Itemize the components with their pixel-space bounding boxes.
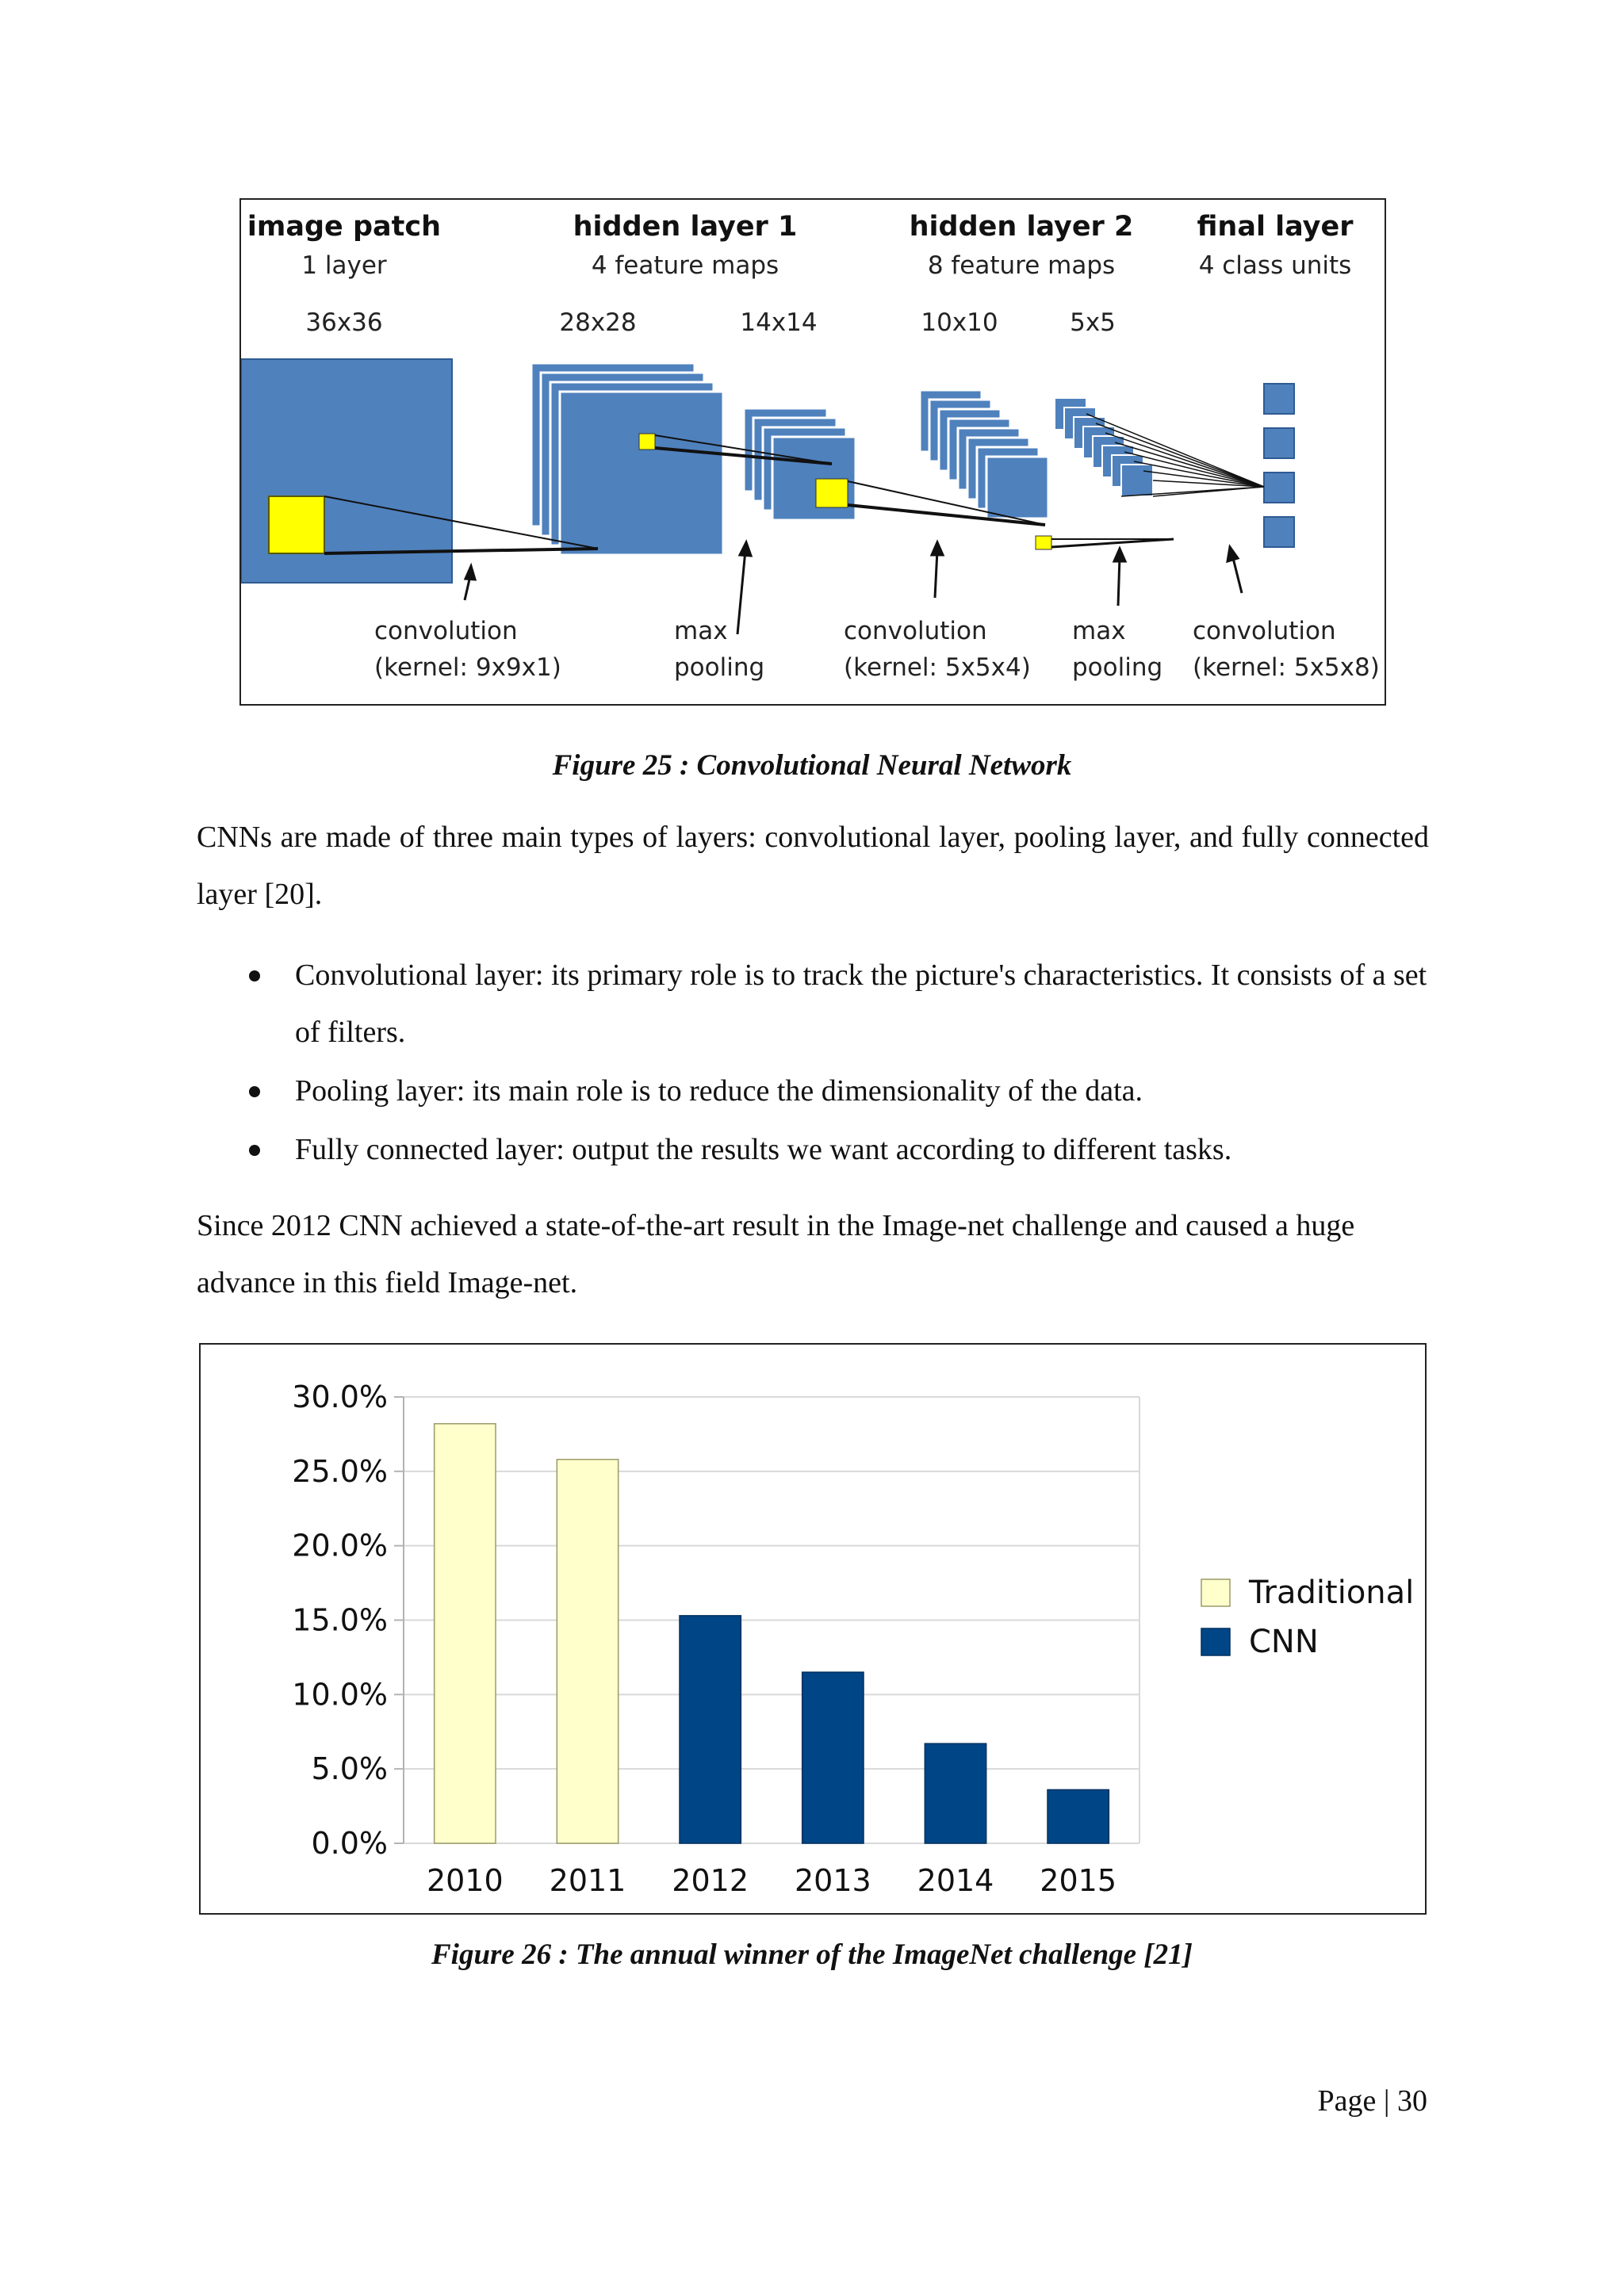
pooled-maps-layer-2 (1055, 398, 1153, 496)
operation-label-pool-1: max (674, 617, 728, 645)
column-subtitle-hidden-layer-2: 8 feature maps (927, 251, 1116, 280)
column-subtitle-image-patch: 1 layer (301, 251, 387, 280)
y-tick-label: 0.0% (311, 1826, 388, 1861)
page-number: Page | 30 (1317, 2084, 1427, 2118)
bullet-text-convolutional: Convolutional layer: its primary role is to track the picture's characteristics. It consists of a set of filters. (295, 959, 1427, 1049)
imagenet-bar-chart (201, 1345, 1425, 1913)
y-tick-label: 20.0% (292, 1528, 388, 1563)
x-tick-label: 2012 (672, 1863, 749, 1898)
x-axis-tick-labels (427, 1863, 1116, 1898)
operation-sub-pool-1: pooling (674, 653, 765, 682)
bar-2010 (435, 1424, 496, 1843)
chart-bars (435, 1424, 1109, 1843)
cnn-architecture-figure (239, 198, 1386, 706)
x-tick-label: 2015 (1040, 1863, 1117, 1898)
y-tick-label: 10.0% (292, 1677, 388, 1712)
bar-2011 (557, 1460, 618, 1843)
bar-2015 (1048, 1789, 1109, 1843)
operation-label-conv-1: convolution (374, 617, 518, 645)
y-tick-label: 15.0% (292, 1602, 388, 1638)
y-axis-tick-labels (292, 1380, 388, 1861)
operation-label-conv-3: convolution (1193, 617, 1336, 645)
column-title-final-layer: final layer (1197, 211, 1354, 243)
paragraph-imagenet: Since 2012 CNN achieved a state-of-the-art result in the Image-net challenge and caused a huge advance in this field Image-net. (197, 1209, 1355, 1299)
cnn-diagram (241, 200, 1385, 704)
operation-sub-pool-2: pooling (1072, 653, 1163, 682)
x-tick-label: 2014 (917, 1863, 994, 1898)
size-label-5x5: 5x5 (1070, 308, 1116, 337)
column-subtitle-final-layer: 4 class units (1198, 251, 1352, 280)
column-subtitle-hidden-layer-1: 4 feature maps (591, 251, 779, 280)
x-tick-label: 2010 (426, 1863, 504, 1898)
kernel-region-pooled-1 (816, 479, 848, 507)
size-label-10x10: 10x10 (921, 308, 998, 337)
chart-grid (394, 1397, 1139, 1843)
legend-label-cnn: CNN (1249, 1624, 1319, 1660)
x-tick-label: 2013 (794, 1863, 871, 1898)
bullet-text-fully-connected: Fully connected layer: output the results we want according to different tasks. (295, 1133, 1232, 1166)
bar-2013 (802, 1672, 864, 1843)
size-label-14x14: 14x14 (740, 308, 818, 337)
paragraph-cnn-layers: CNNs are made of three main types of layers: convolutional layer, pooling layer, and fully connected layer [20]. (197, 821, 1429, 911)
size-label-28x28: 28x28 (559, 308, 637, 337)
hidden-layer-1-feature-maps (531, 363, 723, 555)
size-label-36x36: 36x36 (305, 308, 383, 337)
bullet-icon (249, 1086, 260, 1097)
list-item (197, 1062, 1429, 1119)
column-title-hidden-layer-1: hidden layer 1 (573, 211, 798, 243)
layer-types-list (197, 947, 1429, 1180)
bullet-icon (249, 970, 260, 982)
operation-kernel-conv-3: (kernel: 5x5x8) (1193, 653, 1380, 682)
y-tick-label: 30.0% (292, 1380, 388, 1414)
kernel-region-input (269, 496, 324, 553)
operation-kernel-conv-1: (kernel: 9x9x1) (374, 653, 561, 682)
operation-label-conv-2: convolution (844, 617, 987, 645)
y-tick-label: 25.0% (292, 1453, 388, 1489)
chart-legend (1201, 1575, 1414, 1660)
column-title-image-patch: image patch (247, 211, 442, 243)
column-title-hidden-layer-2: hidden layer 2 (909, 211, 1134, 243)
legend-swatch-traditional (1201, 1579, 1230, 1606)
final-class-units (1264, 384, 1294, 547)
bullet-icon (249, 1145, 260, 1156)
bar-2014 (925, 1743, 986, 1843)
legend-swatch-cnn (1201, 1628, 1230, 1655)
operation-label-pool-2: max (1072, 617, 1126, 645)
imagenet-chart-figure (199, 1343, 1427, 1915)
kernel-region-layer-2 (1036, 536, 1051, 549)
y-tick-label: 5.0% (311, 1751, 388, 1787)
legend-label-traditional: Traditional (1249, 1575, 1415, 1611)
hidden-layer-2-feature-maps (920, 390, 1048, 519)
x-tick-label: 2011 (549, 1863, 626, 1898)
list-item (197, 947, 1429, 1061)
bar-2012 (680, 1616, 741, 1843)
kernel-region-layer-1 (639, 434, 655, 450)
figure-25-caption: Figure 25 : Convolutional Neural Network (552, 749, 1072, 782)
operation-kernel-conv-2: (kernel: 5x5x4) (844, 653, 1031, 682)
list-item (197, 1121, 1429, 1178)
figure-26-caption: Figure 26 : The annual winner of the ImageNet challenge [21] (431, 1938, 1193, 1971)
bullet-text-pooling: Pooling layer: its main role is to reduce the dimensionality of the data. (295, 1074, 1143, 1108)
